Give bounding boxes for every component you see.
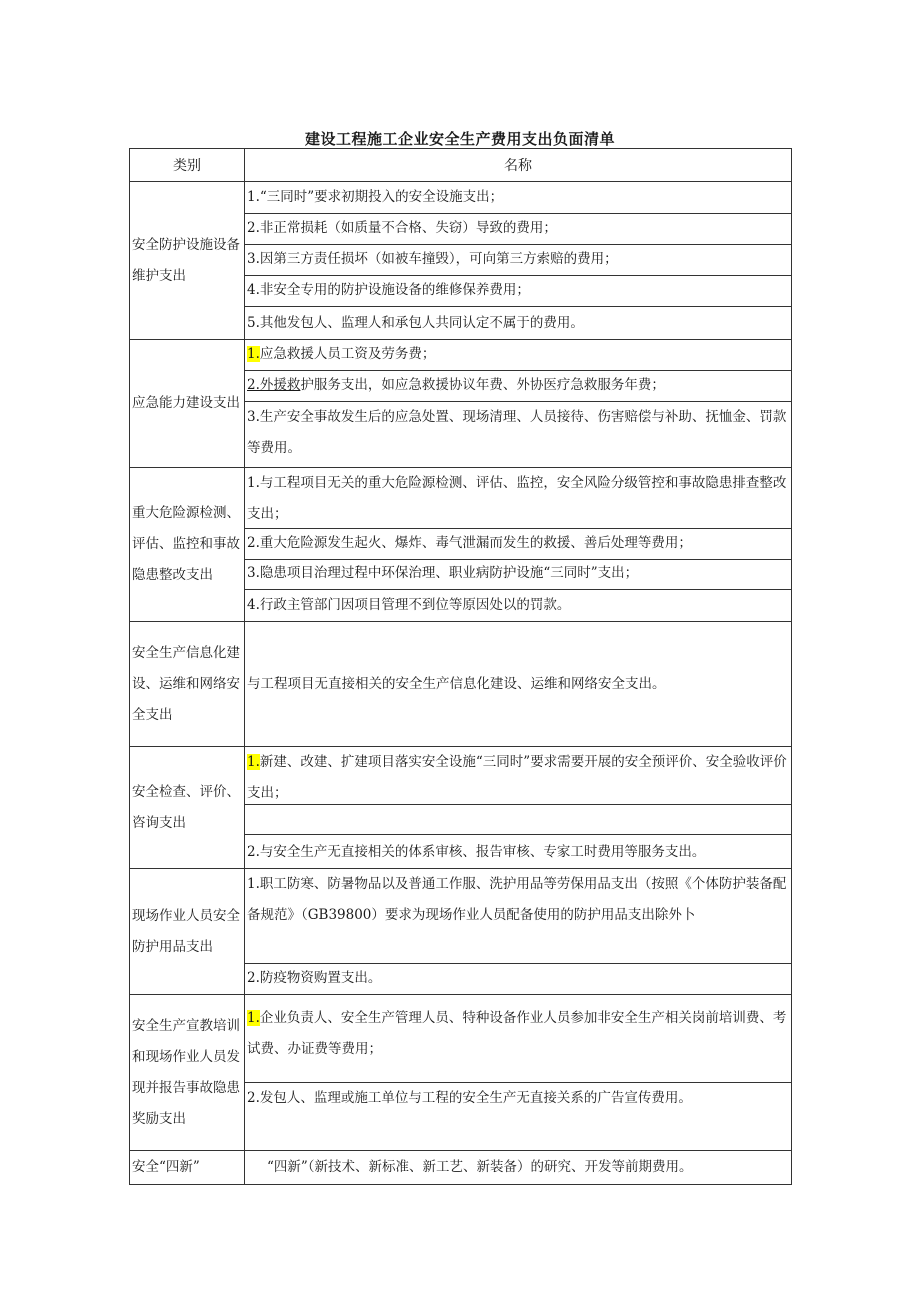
item-cell: 2.与安全生产无直接相关的体系审核、报告审核、专家工时费用等服务支出。 <box>247 844 706 860</box>
category-cell: 安全生产信息化建设、运维和网络安全支出 <box>130 622 245 746</box>
item-cell: 1.新建、改建、扩建项目落实安全设施“三同时”要求需要开展的安全预评价、安全验收评价支出； <box>245 747 791 805</box>
header-category: 类别 <box>130 149 245 181</box>
highlight-mark: 1. <box>247 346 260 362</box>
item-cell: 2.防疫物资购置支出。 <box>247 970 382 986</box>
category-cell: 应急能力建设支出 <box>130 340 245 467</box>
item-cell: 1.职工防寒、防暑物品以及普通工作服、洗护用品等劳保用品支出（按照《个体防护装备配备规范》（GB39800）要求为现场作业人员配备使用的防护用品支出除外卜 <box>245 869 791 964</box>
item-cell <box>245 805 791 835</box>
item-cell: 3.生产安全事故发生后的应急处置、现场清理、人员接待、伤害赔偿与补助、抚恤金、罚款等费用。 <box>247 409 787 456</box>
item-cell: 4.非安全专用的防护设施设备的维修保养费用； <box>245 276 791 307</box>
item-cell: 1.与工程项目无关的重大危险源检测、评估、监控，安全风险分级管控和事故隐患排查整改支出； <box>245 468 791 529</box>
highlight-mark: 1. <box>247 754 260 770</box>
table-row <box>130 1151 792 1185</box>
table-header <box>130 149 792 182</box>
item-cell: 4.行政主管部门因项目管理不到位等原因处以的罚款。 <box>247 597 571 613</box>
highlight-mark: 1. <box>247 1010 260 1026</box>
table-row <box>130 747 792 869</box>
item-cell: 2.外援救护服务支出，如应急救援协议年费、外协医疗急救服务年费； <box>245 371 791 402</box>
item-cell: 1.企业负责人、安全生产管理人员、特种设备作业人员参加非安全生产相关岗前培训费、考试费、办证费等费用； <box>245 995 791 1083</box>
item-cell: “四新”（新技术、新标准、新工艺、新装备）的研究、开发等前期费用。 <box>267 1159 693 1175</box>
table-row <box>130 468 792 622</box>
item-cell: 1.“三同时”要求初期投入的安全设施支出； <box>245 182 791 214</box>
category-cell: 安全防护设施设备维护支出 <box>130 182 245 339</box>
item-cell: 3.因第三方责任损坏（如被车撞毁），可向第三方索赔的费用； <box>245 245 791 276</box>
item-cell: 2.重大危险源发生起火、爆炸、毒气泄漏而发生的救援、善后处理等费用； <box>245 529 791 560</box>
table-row <box>130 622 792 747</box>
item-cell: 1.应急救援人员工资及劳务费； <box>245 340 791 371</box>
category-cell: 安全“四新” <box>130 1151 245 1184</box>
header-name: 名称 <box>245 149 792 181</box>
item-cell: 2.非正常损耗（如质量不合格、失窃）导致的费用； <box>245 214 791 245</box>
page-title: 建设工程施工企业安全生产费用支出负面清单 <box>304 130 615 148</box>
table-row <box>130 995 792 1151</box>
item-cell: 3.隐患项目治理过程中环保治理、职业病防护设施“三同时”支出； <box>245 560 791 590</box>
item-cell: 2.发包人、监理或施工单位与工程的安全生产无直接关系的广告宣传费用。 <box>247 1090 692 1106</box>
category-cell: 重大危险源检测、评估、监控和事故隐患整改支出 <box>130 468 245 621</box>
table-row <box>130 869 792 995</box>
table-row <box>130 340 792 468</box>
category-cell: 安全生产宣教培训和现场作业人员发现并报告事故隐患奖励支出 <box>130 995 245 1150</box>
category-cell: 安全检查、评价、咨询支出 <box>130 747 245 868</box>
item-cell: 与工程项目无直接相关的安全生产信息化建设、运维和网络安全支出。 <box>247 675 666 692</box>
category-cell: 现场作业人员安全防护用品支出 <box>130 869 245 994</box>
item-cell: 5.其他发包人、监理人和承包人共同认定不属于的费用。 <box>247 315 584 331</box>
negative-list-table <box>129 148 792 1185</box>
table-row <box>130 182 792 340</box>
